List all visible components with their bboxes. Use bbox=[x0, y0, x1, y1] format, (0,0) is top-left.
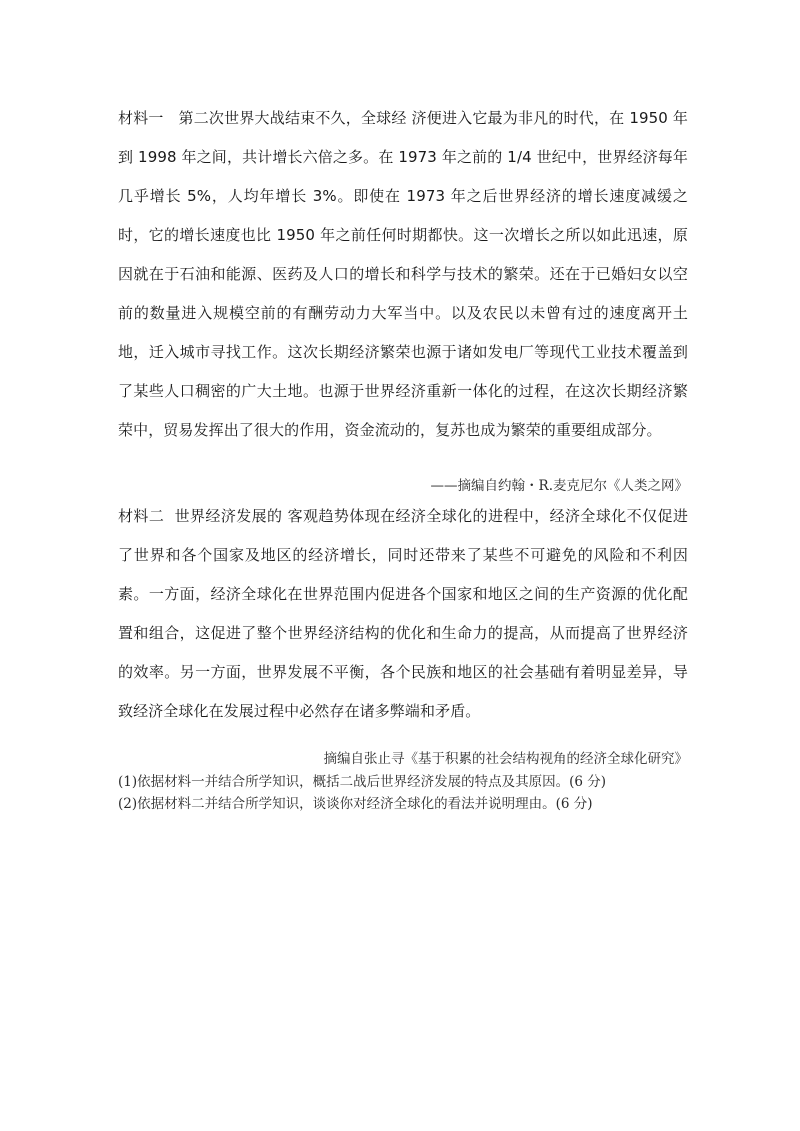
material-1-text: 第二次世界大战结束不久，全球经 济便进入它最为非凡的时代，在 1950 年到 1998 年之间，共计增长六倍之多。在 1973 年之前的 1/4 世纪中，世界经济每年几乎增长 5%，人均年增长 3%。即使在 1973 年之后世界经济的增长速度减缓之时，它的增长速度也比 1950 年之前任何时期都快。这一次增长之所以如此迅速，原因就在于石油和能源、医药及人口的增长和科学与技术的繁荣。还在于已婚妇女以空前的数量进入规模空前的有酬劳动力大军当中。以及农民以未曾有过的速度离开土地，迁入城市寻找工作。这次长期经济繁荣也源于诸如发电厂等现代工业技术覆盖到了某些人口稠密的广大土地。也源于世界经济重新一体化的过程，在这次长期经济繁荣中，贸易发挥出了很大的作用，资金流动的，复苏也成为繁荣的重要组成部分。 bbox=[118, 109, 688, 439]
question-1: (1)依据材料一并结合所学知识，概括二战后世界经济发展的特点及其原因。(6 分) bbox=[118, 774, 607, 790]
material-1-label: 材料一 bbox=[118, 109, 164, 127]
material-2-label: 材料二 bbox=[118, 507, 165, 525]
material-2-source: 摘编自张止寻《基于积累的社会结构视角的经济全球化研究》 bbox=[323, 751, 688, 767]
material-1-paragraph bbox=[118, 99, 688, 450]
material-2-text: 世界经济发展的 客观趋势体现在经济全球化的进程中，经济全球化不仅促进了世界和各个国家及地区的经济增长，同时还带来了某些不可避免的风险和不利因素。一方面，经济全球化在世界范围内促进各个国家和地区之间的生产资源的优化配置和组合，这促进了整个世界经济结构的优化和生命力的提高，从而提高了世界经济的效率。另一方面，世界发展不平衡，各个民族和地区的社会基础有着明显差异，导致经济全球化在发展过程中必然存在诸多弊端和矛盾。 bbox=[118, 507, 688, 720]
material-1-source: ——摘编自约翰・R.麦克尼尔《人类之网》 bbox=[430, 478, 688, 494]
question-2: (2)依据材料二并结合所学知识，谈谈你对经济全球化的看法并说明理由。(6 分) bbox=[118, 796, 593, 812]
material-2-paragraph bbox=[118, 497, 688, 731]
